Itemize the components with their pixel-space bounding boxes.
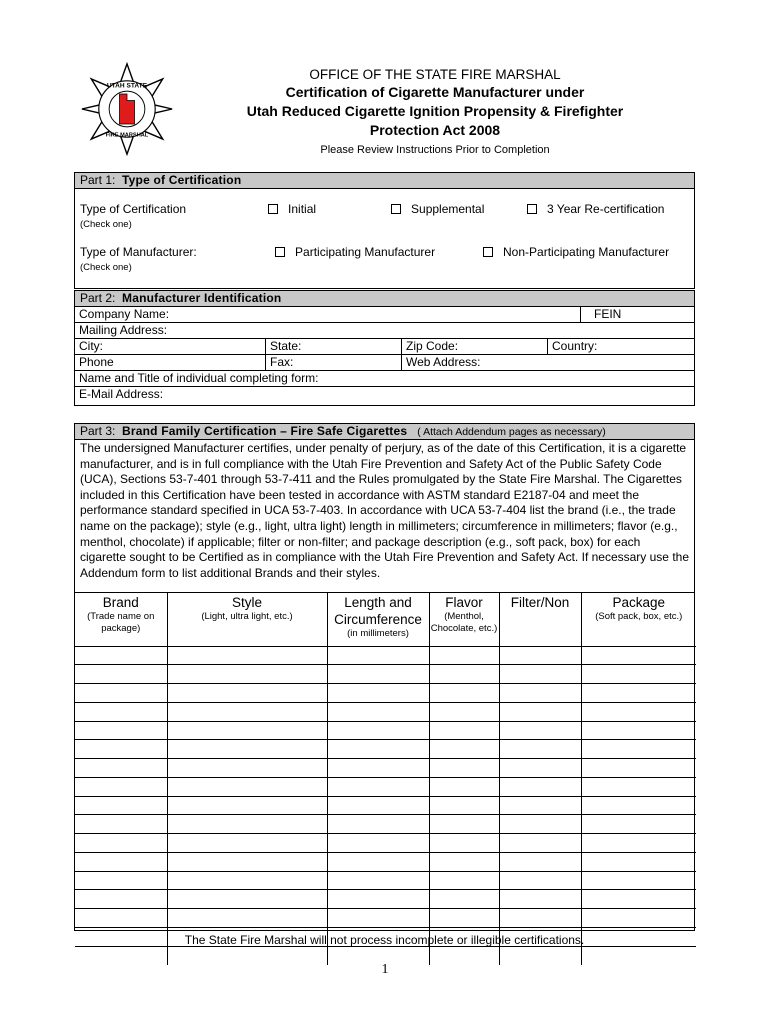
flavor-cell[interactable] [429,815,499,834]
filter-cell[interactable] [499,909,581,928]
table-row [75,815,696,834]
brand-cell[interactable] [75,796,167,815]
package-cell[interactable] [581,665,696,684]
style-cell[interactable] [167,721,327,740]
part1-section [74,172,695,289]
package-cell[interactable] [581,852,696,871]
package-cell[interactable] [581,890,696,909]
name-title-row [75,371,694,387]
length-cell[interactable] [327,740,429,759]
style-cell[interactable] [167,834,327,853]
brand-cell[interactable] [75,890,167,909]
manufacturer-type-label: Type of Manufacturer: [80,245,197,259]
filter-cell[interactable] [499,890,581,909]
supplemental-option[interactable]: Supplemental [391,202,484,216]
filter-cell[interactable] [499,740,581,759]
package-cell[interactable] [581,759,696,778]
brand-table [75,593,696,965]
city-field[interactable]: City: [79,339,103,353]
part2-header: Part 2: Manufacturer Identification [75,291,694,307]
email-field[interactable]: E-Mail Address: [79,387,164,401]
style-cell[interactable] [167,740,327,759]
package-column-header: Package (Soft pack, box, etc.) [581,593,696,646]
filter-cell[interactable] [499,777,581,796]
table-row [75,702,696,721]
brand-cell[interactable] [75,815,167,834]
style-cell[interactable] [167,852,327,871]
brand-cell[interactable] [75,871,167,890]
part1-header: Part 1: Type of Certification [75,173,694,189]
table-row [75,834,696,853]
fein-field[interactable]: FEIN [580,307,694,322]
initial-checkbox[interactable] [268,204,278,214]
filter-cell[interactable] [499,852,581,871]
length-cell[interactable] [327,834,429,853]
brand-cell[interactable] [75,721,167,740]
package-cell[interactable] [581,815,696,834]
package-cell[interactable] [581,796,696,815]
flavor-cell[interactable] [429,777,499,796]
flavor-cell[interactable] [429,684,499,703]
length-cell[interactable] [327,852,429,871]
part2-section [74,290,695,406]
flavor-cell[interactable] [429,702,499,721]
flavor-column-header: Flavor (Menthol, Chocolate, etc.) [429,593,499,646]
attach-addendum-note: ( Attach Addendum pages as necessary) [417,426,606,438]
length-cell[interactable] [327,702,429,721]
flavor-cell[interactable] [429,852,499,871]
phone-row [75,355,694,371]
style-cell[interactable] [167,909,327,928]
state-fire-marshal-seal [80,62,174,156]
form-header [180,66,690,158]
email-row [75,387,694,403]
form-title-line-2: Utah Reduced Cigarette Ignition Propensity & Firefighter [246,103,624,119]
filter-column-header: Filter/Non [499,593,581,646]
brand-cell[interactable] [75,909,167,928]
city-row [75,339,694,355]
length-cell[interactable] [327,890,429,909]
package-cell[interactable] [581,740,696,759]
flavor-cell[interactable] [429,834,499,853]
length-cell[interactable] [327,815,429,834]
style-cell[interactable] [167,871,327,890]
package-cell[interactable] [581,721,696,740]
flavor-cell[interactable] [429,890,499,909]
participating-checkbox[interactable] [275,247,285,257]
brand-cell[interactable] [75,646,167,665]
style-cell[interactable] [167,646,327,665]
name-title-field[interactable]: Name and Title of individual completing form: [79,371,319,385]
brand-table-body [75,646,696,965]
instructions-note: Please Review Instructions Prior to Completion [320,144,550,156]
check-one-note-1: (Check one) [80,219,132,230]
flavor-cell[interactable] [429,740,499,759]
brand-cell[interactable] [75,702,167,721]
style-cell[interactable] [167,684,327,703]
length-cell[interactable] [327,909,429,928]
filter-cell[interactable] [499,684,581,703]
filter-cell[interactable] [499,759,581,778]
style-cell[interactable] [167,702,327,721]
brand-cell[interactable] [75,852,167,871]
state-field[interactable]: State: [265,339,401,354]
brand-cell[interactable] [75,665,167,684]
brand-cell[interactable] [75,684,167,703]
form-title-line-3: Protection Act 2008 [369,122,501,138]
brand-cell[interactable] [75,834,167,853]
package-cell[interactable] [581,871,696,890]
flavor-cell[interactable] [429,796,499,815]
style-cell[interactable] [167,665,327,684]
flavor-cell[interactable] [429,909,499,928]
part3-header: Part 3: Brand Family Certification – Fire Safe Cigarettes ( Attach Addendum pages as necessary) [75,424,694,440]
length-cell[interactable] [327,665,429,684]
flavor-cell[interactable] [429,665,499,684]
filter-cell[interactable] [499,834,581,853]
style-cell[interactable] [167,796,327,815]
style-cell[interactable] [167,815,327,834]
zip-code-field[interactable]: Zip Code: [401,339,547,354]
length-cell[interactable] [327,796,429,815]
filter-cell[interactable] [499,721,581,740]
length-cell[interactable] [327,721,429,740]
table-row [75,740,696,759]
flavor-cell[interactable] [429,646,499,665]
non-participating-checkbox[interactable] [483,247,493,257]
fax-field[interactable]: Fax: [265,355,401,370]
filter-cell[interactable] [499,796,581,815]
filter-cell[interactable] [499,702,581,721]
flavor-cell[interactable] [429,721,499,740]
flavor-cell[interactable] [429,871,499,890]
table-row [75,721,696,740]
phone-field[interactable]: Phone [79,355,114,369]
length-cell[interactable] [327,684,429,703]
recertification-checkbox[interactable] [527,204,537,214]
mailing-address-field[interactable]: Mailing Address: [79,323,168,337]
length-column-header: Length and Circumference (in millimeters) [327,593,429,646]
brand-cell[interactable] [75,740,167,759]
table-row [75,909,696,928]
footer-note: The State Fire Marshal will not process incomplete or illegible certifications. [184,933,585,947]
check-one-note-2: (Check one) [80,262,132,273]
web-address-field[interactable]: Web Address: [401,355,694,370]
filter-cell[interactable] [499,871,581,890]
table-row [75,890,696,909]
package-cell[interactable] [581,702,696,721]
package-cell[interactable] [581,909,696,928]
table-row [75,646,696,665]
style-column-header: Style (Light, ultra light, etc.) [167,593,327,646]
brand-column-header: Brand (Trade name on package) [75,593,167,646]
svg-text:UTAH STATE: UTAH STATE [106,82,148,90]
length-cell[interactable] [327,871,429,890]
page-number: 1 [381,962,389,977]
table-row [75,684,696,703]
brand-cell[interactable] [75,759,167,778]
flavor-cell[interactable] [429,759,499,778]
brand-cell[interactable] [75,777,167,796]
length-cell[interactable] [327,759,429,778]
package-cell[interactable] [581,684,696,703]
package-cell[interactable] [581,646,696,665]
table-row [75,665,696,684]
table-row [75,777,696,796]
table-row [75,759,696,778]
length-cell[interactable] [327,646,429,665]
form-title-line-1: Certification of Cigarette Manufacturer under [285,84,585,100]
company-name-field[interactable]: Company Name: [79,307,170,321]
style-cell[interactable] [167,759,327,778]
recertification-option[interactable]: 3 Year Re-certification [527,202,664,216]
length-cell[interactable] [327,777,429,796]
style-cell[interactable] [167,777,327,796]
company-name-row [75,307,694,323]
supplemental-checkbox[interactable] [391,204,401,214]
table-row [75,852,696,871]
certification-type-label: Type of Certification [80,202,187,216]
style-cell[interactable] [167,890,327,909]
filter-cell[interactable] [499,646,581,665]
filter-cell[interactable] [499,665,581,684]
table-row [75,796,696,815]
office-title: OFFICE OF THE STATE FIRE MARSHAL [309,67,561,82]
package-cell[interactable] [581,777,696,796]
country-field[interactable]: Country: [547,339,694,354]
filter-cell[interactable] [499,815,581,834]
part3-section [74,423,695,931]
package-cell[interactable] [581,834,696,853]
participating-option[interactable]: Participating Manufacturer [275,245,435,259]
certification-statement: The undersigned Manufacturer certifies, under penalty of perjury, as of the date of this Certification, it is a cigarette manufacturer, and is in full compliance with the Utah Fire Prevention and Safety Act of the Public Safety Code (UCA), Sections 53-7-401 through 53-7-411 and the Rules promulgated by the State Fire Marshal. The Cigarettes included in this Certification have been tested in accordance with ASTM standard E2187-04 and meet the performance standard specified in UCA 53-7-403. In accordance with UCA 53-7-404 list the brand (i.e., the trade name on the package); style (e.g., light, ultra light) length in millimeters; circumference in millimeters; flavor (e.g., menthol, chocolate) if applicable; filter or non-filter; and package description (e.g., soft pack, box) for each cigarette sought to be Certified as in compliance with the Utah Fire Prevention and Safety Act. If necessary use the Addendum form to list additional Brands and their styles. [75,440,694,593]
svg-text:FIRE MARSHAL: FIRE MARSHAL [105,132,149,139]
mailing-address-row [75,323,694,339]
initial-option[interactable]: Initial [268,202,316,216]
table-row [75,871,696,890]
non-participating-option[interactable]: Non-Participating Manufacturer [483,245,669,259]
